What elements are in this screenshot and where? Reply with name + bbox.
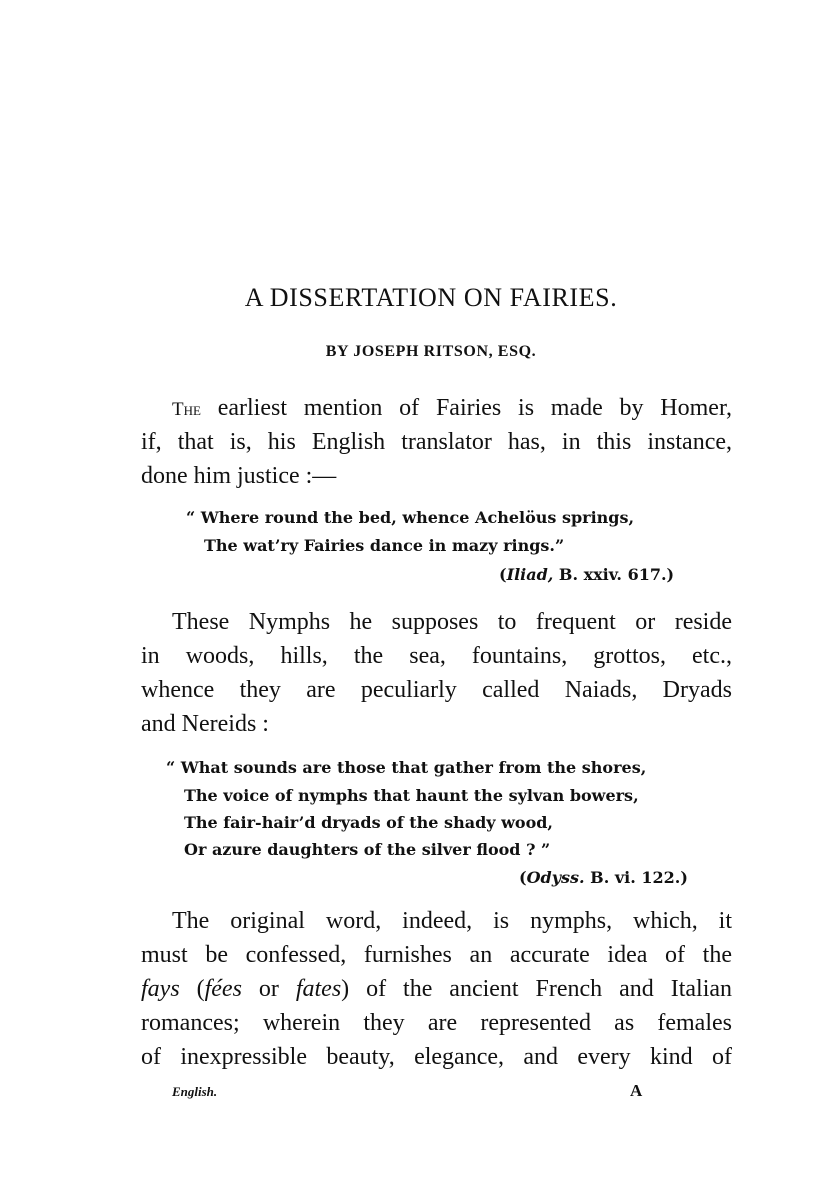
text-span: earliest mention of Fairies is made by Homer, (217, 395, 732, 421)
paragraph-2-line-4: and Nereids : (141, 711, 269, 737)
quote-2-citation: (Odyss. B. vi. 122.) (519, 868, 688, 887)
italic-word: fées (204, 976, 242, 1002)
citation-work: Odyss. (526, 868, 585, 887)
paragraph-3-line-5: of inexpressible beauty, elegance, and every kind of (141, 1044, 732, 1070)
quote-1-line-2: The wat’ry Fairies dance in mazy rings.” (204, 536, 565, 555)
quote-2-line-1: “ What sounds are those that gather from the shores, (166, 758, 647, 777)
paragraph-1-line-3: done him justice :— (141, 463, 337, 489)
paragraph-3-line-1: The original word, indeed, is nymphs, which, it (172, 908, 732, 934)
author-byline: BY JOSEPH RITSON, ESQ. (325, 343, 537, 360)
paragraph-3-line-2: must be confessed, furnishes an accurate idea of the (141, 942, 732, 968)
text-span: of the ancient French and Italian (366, 976, 733, 1002)
quote-1-line-1: “ Where round the bed, whence Achelöus springs, (186, 508, 635, 527)
gathering-letter: A (630, 1081, 643, 1100)
paragraph-2-line-3: whence they are peculiarly called Naiads, Dryads (141, 677, 732, 703)
paragraph-3-line-4: romances; wherein they are represented as females (141, 1010, 732, 1036)
citation-ref: B. vi. 122.) (584, 868, 688, 887)
citation-ref: B. xxiv. 617.) (553, 565, 675, 584)
quote-1-citation: (Iliad, B. xxiv. 617.) (499, 565, 675, 584)
italic-word: fays (141, 976, 180, 1002)
quote-2-line-4: Or azure daughters of the silver flood ? ” (184, 840, 551, 859)
text-span: or (258, 976, 279, 1002)
paragraph-1-line-2: if, that is, his English translator has, in this instance, (141, 429, 732, 455)
signature-mark: English. (172, 1084, 218, 1099)
paragraph-3-line-3: fays (fées or fates) of the ancient French and Italian (141, 976, 733, 1002)
paragraph-2-line-1: These Nymphs he supposes to frequent or reside (172, 609, 732, 635)
drop-word: The (172, 399, 201, 420)
paragraph-2-line-2: in woods, hills, the sea, fountains, grottos, etc., (141, 643, 732, 669)
quote-2-line-2: The voice of nymphs that haunt the sylvan bowers, (184, 786, 639, 805)
quote-2-line-3: The fair-hair’d dryads of the shady wood, (184, 813, 553, 832)
page-title: A DISSERTATION ON FAIRIES. (244, 283, 618, 312)
italic-word: fates (295, 976, 342, 1002)
paragraph-1-line-1 (172, 393, 732, 425)
citation-work: Iliad, (506, 565, 554, 584)
